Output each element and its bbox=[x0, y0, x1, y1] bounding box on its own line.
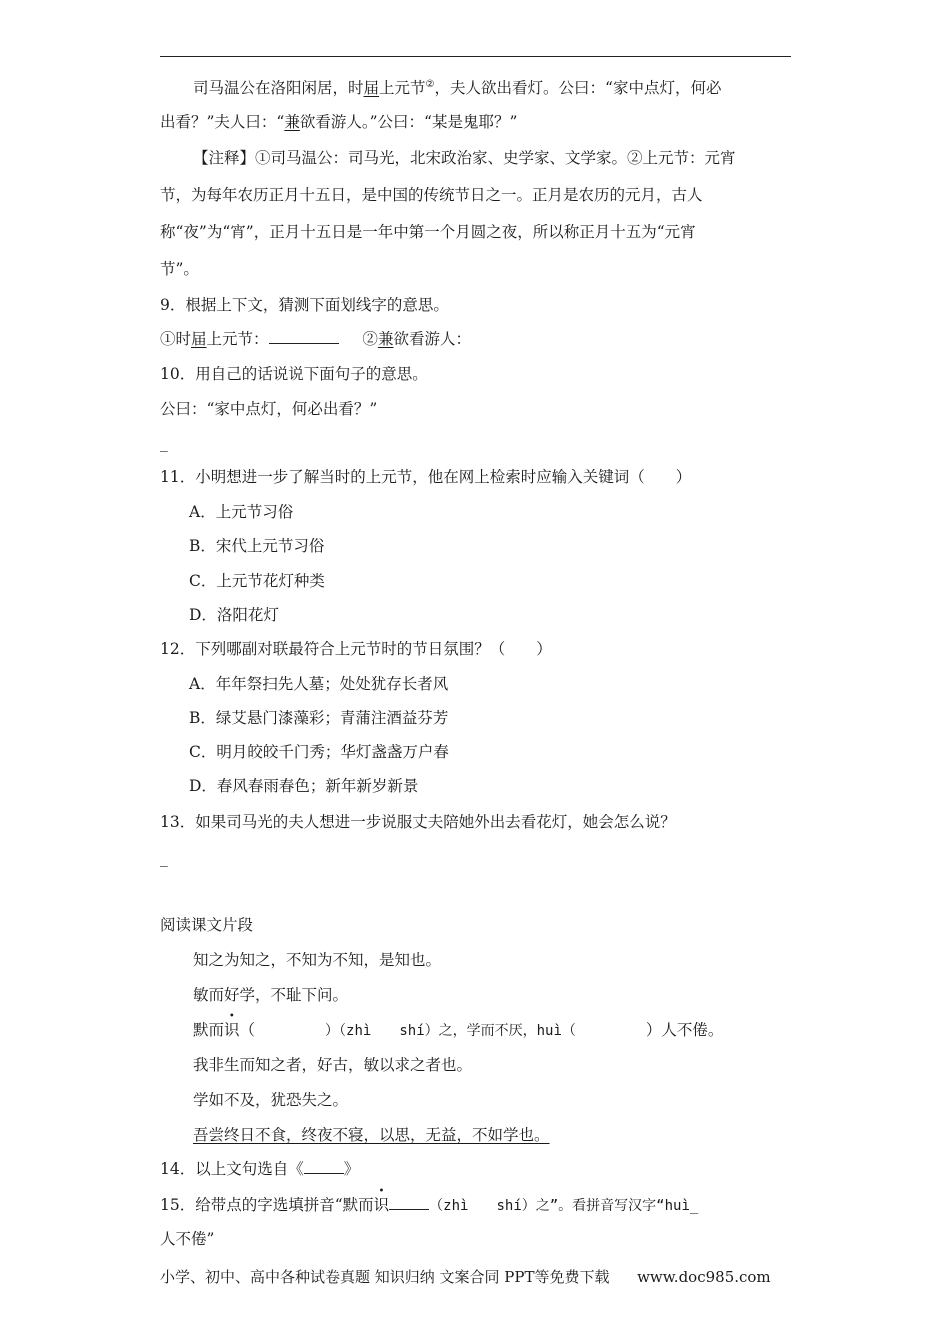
footer-text: 小学、初中、高中各种试卷真题 知识归纳 文案合同 PPT等免费下载 bbox=[160, 1268, 610, 1286]
q12-option-c[interactable]: C．明月皎皎千门秀；华灯盏盏万户春 bbox=[189, 743, 449, 761]
q11-stem: 11．小明想进一步了解当时的上元节，他在网上检索时应输入关键词（ ） bbox=[160, 468, 692, 486]
q15-stem-line-2: 人不倦” bbox=[160, 1230, 215, 1248]
q9-answer-blank-1[interactable] bbox=[269, 329, 339, 344]
note-line-2: 节，为每年农历正月十五日，是中国的传统节日之一。正月是农历的元月，古人 bbox=[160, 186, 703, 204]
reading-line-5: 学如不及，犹恐失之。 bbox=[193, 1091, 349, 1109]
underlined-char-jian: 兼 bbox=[284, 113, 300, 131]
q11-option-b[interactable]: B．宋代上元节习俗 bbox=[189, 537, 325, 555]
note-line-3: 称“夜”为“宵”，正月十五日是一年中第一个月圆之夜，所以称正月十五为“元宵 bbox=[160, 223, 696, 241]
q14-stem: 14．以上文句选自《 》 bbox=[160, 1160, 360, 1178]
q9-parts: ①时届上元节： ②兼欲看游人： bbox=[160, 330, 471, 348]
footer bbox=[160, 1266, 771, 1287]
footnote-marker: ② bbox=[425, 79, 435, 90]
q11-option-c[interactable]: C．上元节花灯种类 bbox=[189, 572, 325, 590]
reading-line-3: 默而识（ ）（zhì shí）之，学而不厌，huì（ ）人不倦。 bbox=[193, 1021, 724, 1039]
reading-line-1: 知之为知之，不知为不知，是知也。 bbox=[193, 951, 442, 969]
q11-option-d[interactable]: D．洛阳花灯 bbox=[189, 606, 279, 624]
header-rule bbox=[160, 56, 791, 57]
q13-answer-line[interactable]: _ bbox=[160, 849, 168, 867]
q13-stem: 13．如果司马光的夫人想进一步说服丈夫陪她外出去看花灯，她会怎么说？ bbox=[160, 813, 676, 831]
q10-stem: 10．用自己的话说说下面句子的意思。 bbox=[160, 365, 428, 383]
reading-line-2: 敏而好学，不耻下问。 bbox=[193, 986, 349, 1004]
footer-url[interactable]: www.doc985.com bbox=[637, 1268, 771, 1286]
reading-line-6-underlined: 吾尝终日不食，终夜不寝，以思，无益，不如学也。 bbox=[193, 1126, 550, 1144]
passage-line-2: 出看？”夫人曰：“兼欲看游人。”公曰：“某是鬼耶？” bbox=[160, 113, 518, 131]
q11-option-a[interactable]: A．上元节习俗 bbox=[189, 503, 294, 521]
q14-answer-blank[interactable] bbox=[304, 1159, 344, 1174]
underlined-char-jie: 届 bbox=[363, 79, 380, 98]
q9-stem: 9．根据上下文，猜测下面划线字的意思。 bbox=[160, 296, 449, 314]
q15-stem: 15．给带点的字选填拼音“默而识 （zhì shí）之”。看拼音写汉字“huì_ bbox=[160, 1196, 699, 1214]
note-line-1: 【注释】①司马温公：司马光，北宋政治家、史学家、文学家。②上元节：元宵 bbox=[193, 149, 736, 167]
q12-option-a[interactable]: A．年年祭扫先人墓；处处犹存长者风 bbox=[189, 675, 449, 693]
q12-option-b[interactable]: B．绿艾悬门漆藻彩；青蒲注酒益芬芳 bbox=[189, 709, 449, 727]
reading-heading: 阅读课文片段 bbox=[160, 916, 254, 934]
q10-quote: 公曰：“家中点灯，何必出看？” bbox=[160, 400, 378, 418]
q12-option-d[interactable]: D．春风春雨春色；新年新岁新景 bbox=[189, 777, 419, 795]
q15-answer-blank[interactable] bbox=[389, 1195, 429, 1210]
q10-answer-line[interactable]: _ bbox=[160, 434, 168, 452]
passage-line-1: 司马温公在洛阳闲居，时届上元节②，夫人欲出看灯。公曰：“家中点灯，何必 bbox=[193, 79, 722, 98]
reading-line-4: 我非生而知之者，好古，敏以求之者也。 bbox=[193, 1056, 473, 1074]
q12-stem: 12．下列哪副对联最符合上元节时的节日氛围？（ ） bbox=[160, 640, 552, 658]
dotted-char-shi: 识 bbox=[224, 1021, 240, 1039]
note-line-4: 节”。 bbox=[160, 260, 199, 278]
